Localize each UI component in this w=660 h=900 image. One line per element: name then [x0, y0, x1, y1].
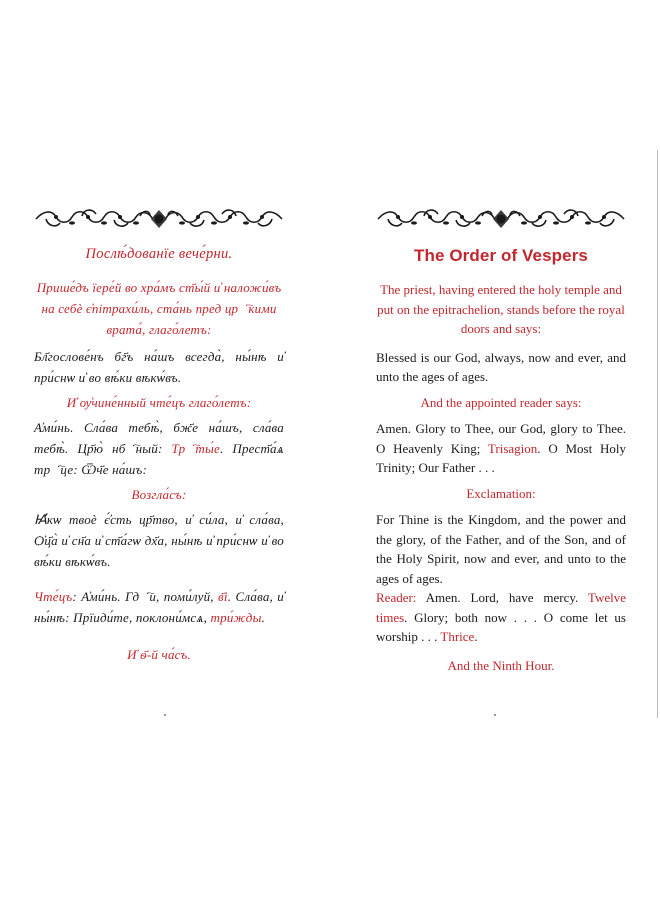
- page-edge-divider: [657, 150, 658, 718]
- response-text-part: : А҆ми́нь. Гдⷭ҇и, поми́луй,: [72, 589, 219, 604]
- blessing-text: Blessed is our God, always, now and ever, and unto the ages of ages.: [376, 349, 626, 384]
- reader-text-part: . Прест҃а́ѧ трⷪ҇це: Ѿч҃е на́шъ:: [34, 441, 284, 477]
- reader-response: [34, 586, 284, 628]
- response-text-part: .: [261, 610, 266, 625]
- reader-text: [34, 417, 284, 480]
- doxology-text: Ꙗ҆́кѡ твоѐ є҆́сть цр҃тво, и҆ си́ла, и҆ сла́ва, Ѻ҆ц҃а̀ и҆ сн҃а и҆ ст҃а́гѡ дх҃а, ны́нѣ и҆ при́снѡ и҆ во вѣ́ки вѣкѡ́въ.: [34, 512, 284, 569]
- floral-ornament-icon: [34, 208, 284, 230]
- blessing-text: Бл҃гослове́нъ бг҃ъ на́шъ всегда̀, ны́нѣ и҆ при́снѡ и҆ во вѣ́ки вѣкѡ́въ.: [34, 349, 284, 385]
- reader-text-part: А҆ми́нь. Сла́ва тебѣ̀, бж҃е на́шъ, сла́ва тебѣ̀. Цр҃ю̀ нбⷭ҇ный:: [34, 420, 284, 456]
- reader-rubric: Чте́цъ: [34, 589, 73, 604]
- thrice-rubric: три́жды: [210, 610, 262, 625]
- response-text-part: . Сла́ва, и҆ ны́нѣ: Прїиди́те, поклони́мсѧ,: [34, 589, 284, 625]
- rubric-exclamation: Возгла́съ:: [131, 487, 187, 502]
- thrice-rubric: Thrice: [440, 629, 475, 644]
- response-text-part: .: [474, 629, 478, 644]
- rubric-intro: Прише́дъ їере́й во хра́мъ ст҃ы́й и҆ наложи́въ на себѐ є҆пітрахи́ль, ста́нь пред црⷭ҇кими врата́, глаго́летъ:: [36, 280, 282, 337]
- trisagion-rubric: Трⷭ҇ты́е: [171, 441, 220, 456]
- reader-text-part: Amen. Glory to Thee, our God, glory to Thee. O Heavenly King;: [376, 421, 626, 456]
- twelve-times-rubric: в҃і: [218, 589, 228, 604]
- spacer: [34, 572, 284, 586]
- floral-ornament-icon: [376, 208, 626, 230]
- closing-rubric: And the Ninth Hour.: [447, 657, 555, 673]
- response-text-part: Amen. Lord, have mercy.: [416, 590, 588, 605]
- trisagion-rubric: Trisagion: [487, 440, 538, 456]
- reader-text: [376, 419, 626, 478]
- reader-text-part: . O Most Holy Trinity; Our Father . . .: [376, 440, 627, 475]
- response-text-part: . Glory; both now . . . O come let us worship . . .: [376, 609, 626, 644]
- page-mark: [494, 714, 496, 716]
- rubric-reader: And the appointed reader says:: [420, 394, 582, 410]
- page-title: The Order of Vespers: [414, 246, 588, 265]
- page-mark: [164, 714, 166, 716]
- english-page: [376, 208, 626, 682]
- rubric-reader: И҆ ѹ҆чине́нный чте́цъ глаго́летъ:: [66, 395, 252, 410]
- twelve-times-rubric: Twelve times: [376, 590, 626, 625]
- closing-rubric: И҆ ѳ҃-й ча́съ.: [127, 647, 191, 662]
- spacer: [34, 628, 284, 644]
- slavonic-page: [34, 208, 284, 665]
- reader-response: [376, 588, 626, 647]
- reader-rubric: Reader:: [376, 590, 417, 605]
- page-title: Послѣ́дованїе вече́рни.: [85, 246, 233, 262]
- rubric-intro: The priest, having entered the holy temple and put on the epitrachelion, stands before the royal doors and says:: [377, 282, 625, 336]
- rubric-exclamation: Exclamation:: [466, 485, 536, 501]
- doxology-text: For Thine is the Kingdom, and the power and the glory, of the Father, and of the Son, and of the Holy Spirit, now and ever, and unto to the ages of ages.: [376, 512, 626, 586]
